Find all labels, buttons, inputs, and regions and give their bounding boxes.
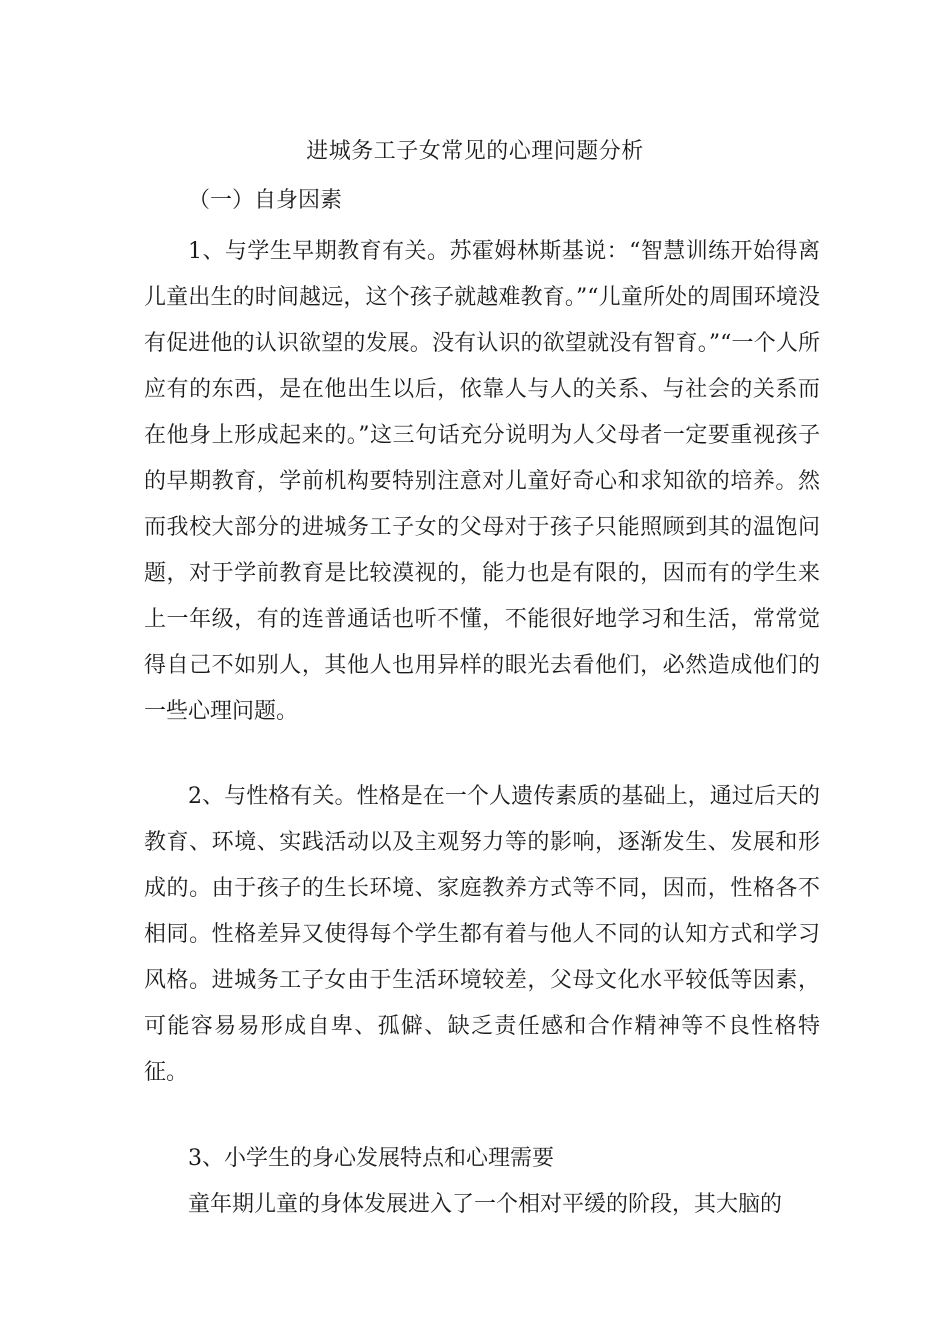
paragraph-childhood: 童年期儿童的身体发展进入了一个相对平缓的阶段，其大脑的 bbox=[188, 1192, 783, 1217]
paragraph-personality: 2、与性格有关。性格是在一个人遗传素质的基础上，通过后天的教育、环境、实践活动以及主观努力等的影响，逐渐发生、发展和形成的。由于孩子的生长环境、家庭教养方式等不同，因而，性格各不相同。性格差异又使得每个学生都有着与他人不同的认知方式和学习风格。进城务工子女由于生活环境较差，父母文化水平较低等因素，可能容易易形成自卑、孤僻、缺乏责任感和合作精神等不良性格特征。 bbox=[144, 784, 820, 1085]
document-title: 进城务工子女常见的心理问题分析 bbox=[306, 139, 644, 164]
paragraph-heading-development: 3、小学生的身心发展特点和心理需要 bbox=[188, 1146, 554, 1171]
section-heading: （一）自身因素 bbox=[188, 188, 343, 213]
paragraph-early-education: 1、与学生早期教育有关。苏霍姆林斯基说：“智慧训练开始得离儿童出生的时间越远，这个孩子就越难教育。”“儿童所处的周围环境没有促进他的认识欲望的发展。没有认识的欲望就没有智育。”“一个人所应有的东西，是在他出生以后，依靠人与人的关系、与社会的关系而在他身上形成起来的。”这三句话充分说明为人父母者一定要重视孩子的早期教育，学前机构要特别注意对儿童好奇心和求知欲的培养。然而我校大部分的进城务工子女的父母对于孩子只能照顾到其的温饱问题，对于学前教育是比较漠视的，能力也是有限的，因而有的学生来上一年级，有的连普通话也听不懂，不能很好地学习和生活，常常觉得自己不如别人，其他人也用异样的眼光去看他们，必然造成他们的一些心理问题。 bbox=[144, 239, 820, 724]
